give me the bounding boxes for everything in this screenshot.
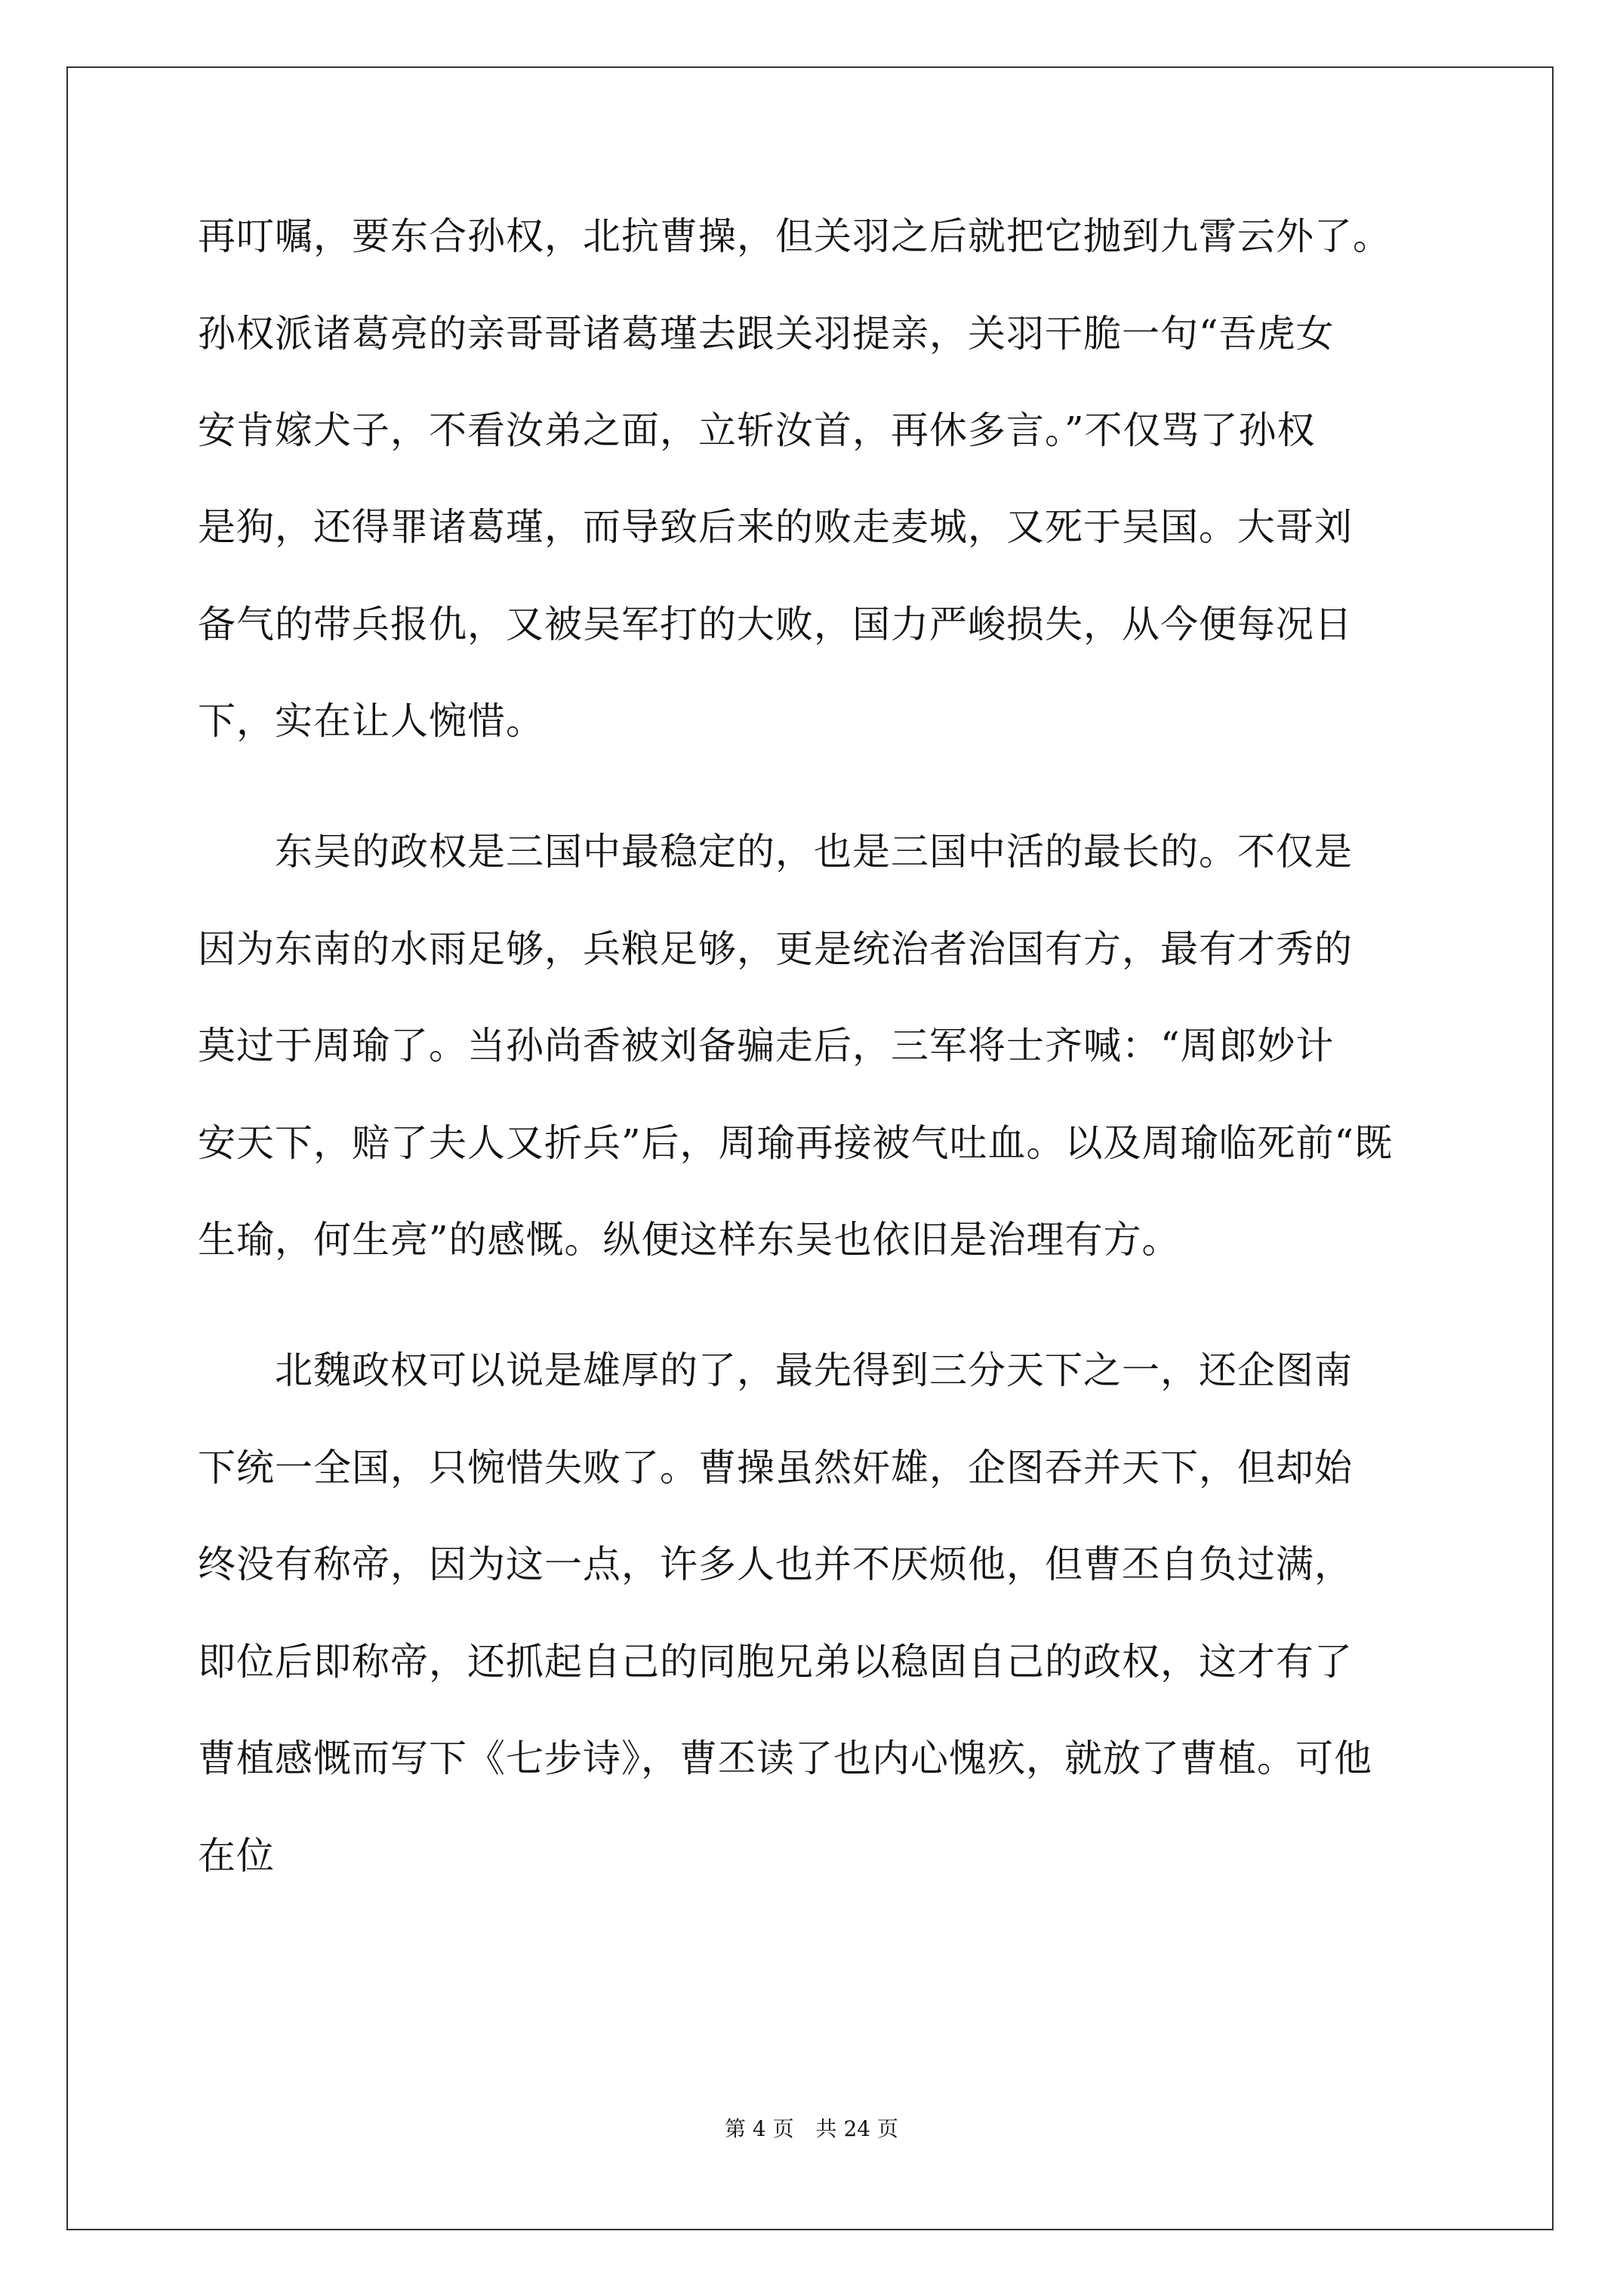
text-line: 下统一全国，只惋惜失败了。曹操虽然奸雄，企图吞并天下，但却始 (198, 1446, 1353, 1490)
page-footer (0, 2116, 1623, 2143)
text-line: 是狗，还得罪诸葛瑾，而导致后来的败走麦城，又死于吴国。大哥刘 (198, 505, 1353, 549)
text-line: 因为东南的水雨足够，兵粮足够，更是统治者治国有方，最有才秀的 (198, 927, 1353, 971)
text-line: 下，实在让人惋惜。 (198, 699, 544, 743)
text-line: 安天下，赔了夫人又折兵”后，周瑜再接被气吐血。以及周瑜临死前“既 (198, 1121, 1394, 1165)
text-line: 北魏政权可以说是雄厚的了，最先得到三分天下之一，还企图南 (198, 1348, 1353, 1392)
page-number: 第 4 页 (725, 2116, 794, 2141)
text-line: 曹植感慨而写下《七步诗》，曹丕读了也内心愧疚，就放了曹植。可他 (198, 1737, 1372, 1780)
text-line: 生瑜，何生亮”的感慨。纵便这样东吴也依旧是治理有方。 (198, 1218, 1181, 1262)
text-line: 备气的带兵报仇，又被吴军打的大败，国力严峻损失，从今便每况日 (198, 603, 1353, 646)
text-line: 即位后即称帝，还抓起自己的同胞兄弟以稳固自己的政权，这才有了 (198, 1640, 1353, 1684)
page-total: 共 24 页 (815, 2116, 898, 2141)
text-line: 在位 (198, 1834, 275, 1878)
text-line: 安肯嫁犬子，不看汝弟之面，立斩汝首，再休多言。”不仅骂了孙权 (198, 408, 1316, 452)
text-line: 孙权派诸葛亮的亲哥哥诸葛瑾去跟关羽提亲，关羽干脆一句“吾虎女 (198, 312, 1335, 356)
text-line: 终没有称帝，因为这一点，许多人也并不厌烦他，但曹丕自负过满， (198, 1542, 1353, 1586)
text-line: 再叮嘱，要东合孙权，北抗曹操，但关羽之后就把它抛到九霄云外了。 (198, 214, 1391, 258)
text-line: 莫过于周瑜了。当孙尚香被刘备骗走后，三军将士齐喊：“周郎妙计 (198, 1024, 1335, 1068)
text-line: 东吴的政权是三国中最稳定的，也是三国中活的最长的。不仅是 (198, 830, 1353, 874)
